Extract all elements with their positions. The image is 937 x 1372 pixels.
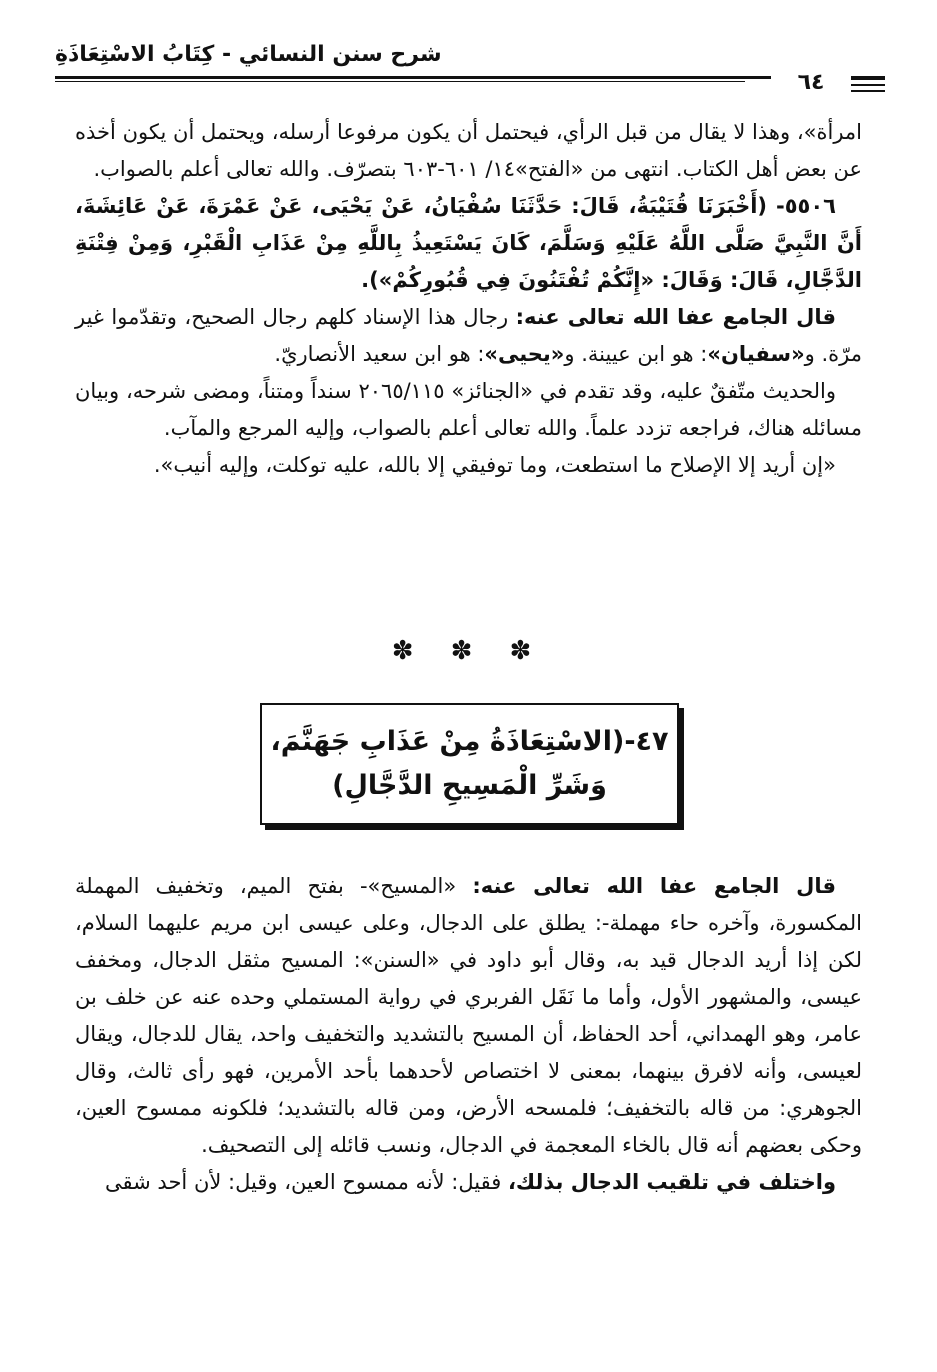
page-number: ٦٤ (771, 68, 851, 98)
text-block-upper (75, 114, 862, 484)
paragraph: «إن أريد إلا الإصلاح ما استطعت، وما توفيقي إلا بالله، عليه توكلت، وإليه أنيب». (153, 453, 836, 477)
header-title: شرح سنن النسائي - كِتَابُ الاسْتِعَاذَةِ (55, 42, 442, 67)
hadith-text: ٥٥٠٦- (أَخْبَرَنَا قُتَيْبَةُ، قَالَ: حَدَّثَنَا سُفْيَانُ، عَنْ يَحْيَى، عَنْ عَمْرَةَ، عَنْ عَائِشَةَ، أَنَّ النَّبِيَّ صَلَّى اللَّهُ عَلَيْهِ وَسَلَّمَ، كَانَ يَسْتَعِيذُ بِاللَّهِ مِنْ عَذَابِ الْقَبْرِ، وَمِنْ فِتْنَةِ الدَّجَّالِ، قَالَ: وَقَالَ: «إِنَّكُمْ تُفْتَنُونَ فِي قُبُورِكُمْ»). (75, 194, 862, 292)
running-header (55, 42, 885, 95)
header-rule (55, 76, 885, 79)
paragraph: والحديث متّفقٌ عليه، وقد تقدم في «الجنائز» ٢٠٦٥/١١٥ سنداً ومتناً، ومضى شرحه، وبيان مسائله هناك، فراجعه تزدد علماً. والله تعالى أعلم بالصواب، وإليه المرجع والمآب. (75, 379, 862, 440)
paragraph: واختلف في تلقيب الدجال بذلك، فقيل: لأنه ممسوح العين، وقيل: لأن أحد شقى (105, 1170, 836, 1194)
section-separator: ✽ ✽ ✽ (391, 636, 546, 666)
paragraph: امرأة»، وهذا لا يقال من قبل الرأي، فيحتمل أن يكون مرفوعا أرسله، ويحتمل أن يكون أخذه عن بعض أهل الكتاب. انتهى من «الفتح»١٤/ ٦٠١-٦٠٣ بتصرّف. والله تعالى أعلم بالصواب. (75, 120, 862, 181)
text-block-lower (75, 868, 862, 1201)
paragraph: قال الجامع عفا الله تعالى عنه: رجال هذا الإسناد كلهم رجال الصحيح، وتقدّموا غير مرّة. و«سفيان»: هو ابن عيينة. و«يحيى»: هو ابن سعيد الأنصاريّ. (75, 305, 862, 366)
page-number-ornament (851, 68, 885, 98)
chapter-title-line: وَشَرِّ الْمَسِيحِ الدَّجَّالِ) (332, 770, 607, 801)
header-rule-thin (55, 81, 745, 82)
chapter-title-line: ٤٧-(الاسْتِعَاذَةُ مِنْ عَذَابِ جَهَنَّمَ، (270, 726, 669, 757)
chapter-title-box (260, 703, 679, 825)
paragraph: قال الجامع عفا الله تعالى عنه: «المسيح»- بفتح الميم، وتخفيف المهملة المكسورة، وآخره حاء مهملة-: يطلق على الدجال، وعلى عيسى ابن مريم عليهما السلام، لكن إذا أريد الدجال قيد به، وقال أبو داود في «السنن»: المسيح مثقل الدجال، ومخفف عيسى، والمشهور الأول، وأما ما نَقَل الفربري في رواية المستملي وحده عنه عن خلف بن عامر، وهو الهمداني، أحد الحفاظ، أن المسيح بالتشديد والتخفيف واحد، يقال للدجال، ويقال لعيسى، وأنه لافرق بينهما، بمعنى لا اختصاص لأحدهما بأحد الأمرين، فهو رأى ثالث، وقال الجوهري: من قاله بالتخفيف؛ فلمسحه الأرض، ومن قاله بالتشديد؛ فلكونه ممسوح العين، وحكى بعضهم أنه قال بالخاء المعجمة في الدجال، ونسب قائله إلى التصحيف. (75, 874, 862, 1157)
